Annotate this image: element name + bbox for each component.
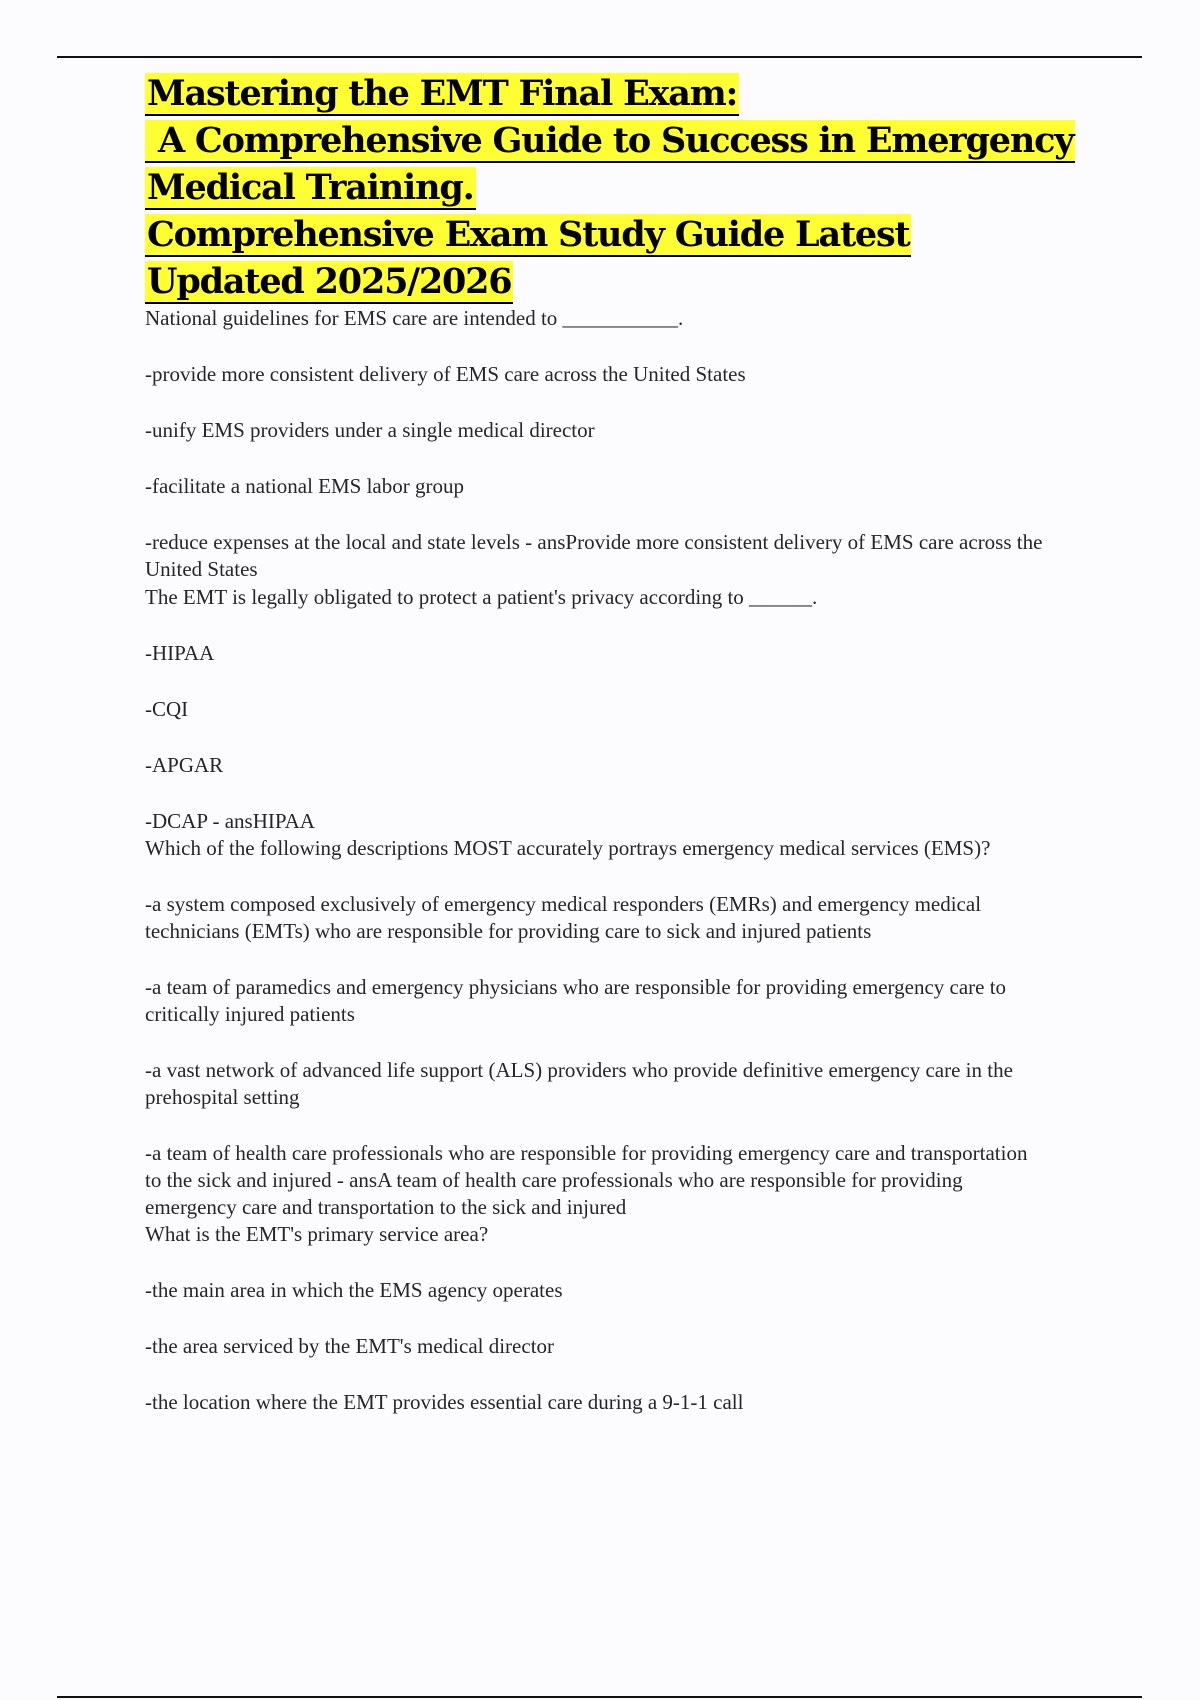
q4-option-a: -the main area in which the EMS agency operates — [145, 1278, 563, 1302]
q3-option-a: -a system composed exclusively of emergency medical responders (EMRs) and emergency medical technicians (EMTs) who are responsible for providing care to sick and injured patients — [145, 892, 982, 943]
q3-option-d-answer: -a team of health care professionals who are responsible for providing emergency care and transportation to the sick and injured - ansA team of health care professionals who are responsible for providing emergency care and transportation to the sick and injured — [145, 1141, 1028, 1219]
q3-option-c: -a vast network of advanced life support (ALS) providers who provide definitive emergency care in the prehospital setting — [145, 1058, 1013, 1109]
question-2: The EMT is legally obligated to protect a patient's privacy according to ______. — [145, 585, 818, 609]
q4-option-b: -the area serviced by the EMT's medical director — [145, 1334, 555, 1358]
q2-option-d-answer: -DCAP - ansHIPAA — [145, 809, 315, 833]
top-rule — [57, 56, 1142, 58]
title-line-1: Mastering the EMT Final Exam: — [147, 73, 738, 114]
title-line-4: Comprehensive Exam Study Guide Latest — [147, 214, 910, 255]
q2-option-c: -APGAR — [145, 753, 224, 777]
question-3: Which of the following descriptions MOST accurately portrays emergency medical services (EMS)? — [145, 836, 991, 860]
study-content — [145, 305, 1045, 1416]
bottom-rule — [57, 1696, 1142, 1698]
document-page — [145, 70, 1074, 1416]
q2-option-a: -HIPAA — [145, 641, 215, 665]
q1-option-a: -provide more consistent delivery of EMS care across the United States — [145, 362, 746, 386]
title-line-2: A Comprehensive Guide to Success in Emergency — [147, 120, 1074, 161]
q1-option-d-answer: -reduce expenses at the local and state levels - ansProvide more consistent delivery of EMS care across the United States — [145, 530, 1043, 581]
title-line-5: Updated 2025/2026 — [147, 261, 512, 302]
title-line-3: Medical Training. — [147, 167, 474, 208]
question-4: What is the EMT's primary service area? — [145, 1222, 489, 1246]
q3-option-b: -a team of paramedics and emergency physicians who are responsible for providing emergency care to critically injured patients — [145, 975, 1007, 1026]
q2-option-b: -CQI — [145, 697, 189, 721]
q4-option-c: -the location where the EMT provides essential care during a 9-1-1 call — [145, 1390, 744, 1414]
q1-option-c: -facilitate a national EMS labor group — [145, 474, 464, 498]
q1-option-b: -unify EMS providers under a single medical director — [145, 418, 595, 442]
question-1: National guidelines for EMS care are intended to ___________. — [145, 306, 684, 330]
document-title — [145, 70, 1074, 305]
